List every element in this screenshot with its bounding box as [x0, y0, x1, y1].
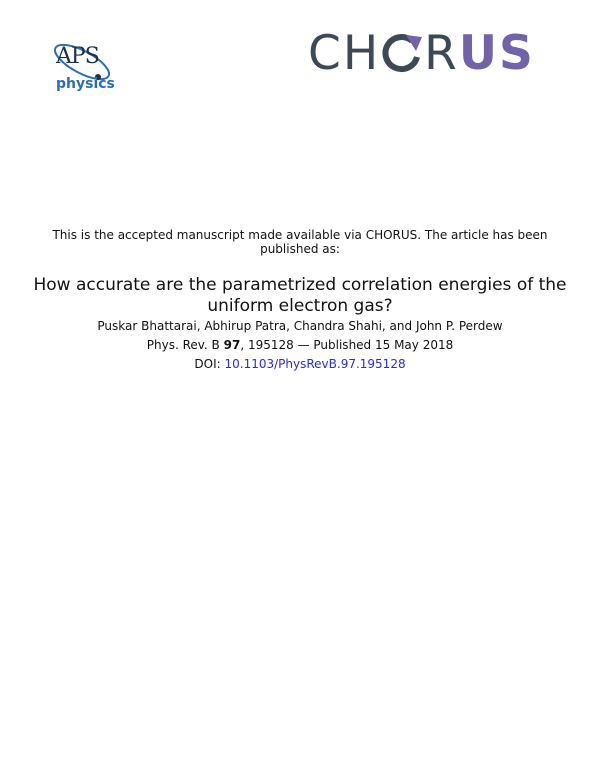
article-authors: Puskar Bhattarai, Abhirup Patra, Chandra Shahi, and John P. Perdew — [97, 319, 503, 333]
doi-link[interactable]: 10.1103/PhysRevB.97.195128 — [224, 357, 406, 371]
aps-logo-subtext: physics — [56, 76, 115, 92]
doi-label: DOI: — [194, 357, 225, 371]
journal-name: Phys. Rev. B — [146, 338, 220, 352]
article-doi — [20, 357, 580, 371]
chorus-o-arrow-icon — [380, 33, 424, 73]
journal-volume: 97 — [223, 338, 241, 352]
chorus-logo-part1: CH — [308, 26, 381, 81]
chorus-logo-part3: US — [458, 26, 535, 81]
article-citation — [20, 338, 580, 352]
chorus-logo-part2: R — [424, 26, 459, 81]
aps-physics-logo — [48, 40, 120, 98]
chorus-notice: This is the accepted manuscript made available via CHORUS. The article has been published as: — [52, 228, 548, 256]
article-number-date: , 195128 — Published 15 May 2018 — [240, 338, 454, 352]
aps-logo-text: APS — [56, 44, 99, 69]
chorus-logo — [308, 26, 558, 82]
article-title: How accurate are the parametrized correlation energies of the uniform electron gas? — [33, 275, 567, 316]
